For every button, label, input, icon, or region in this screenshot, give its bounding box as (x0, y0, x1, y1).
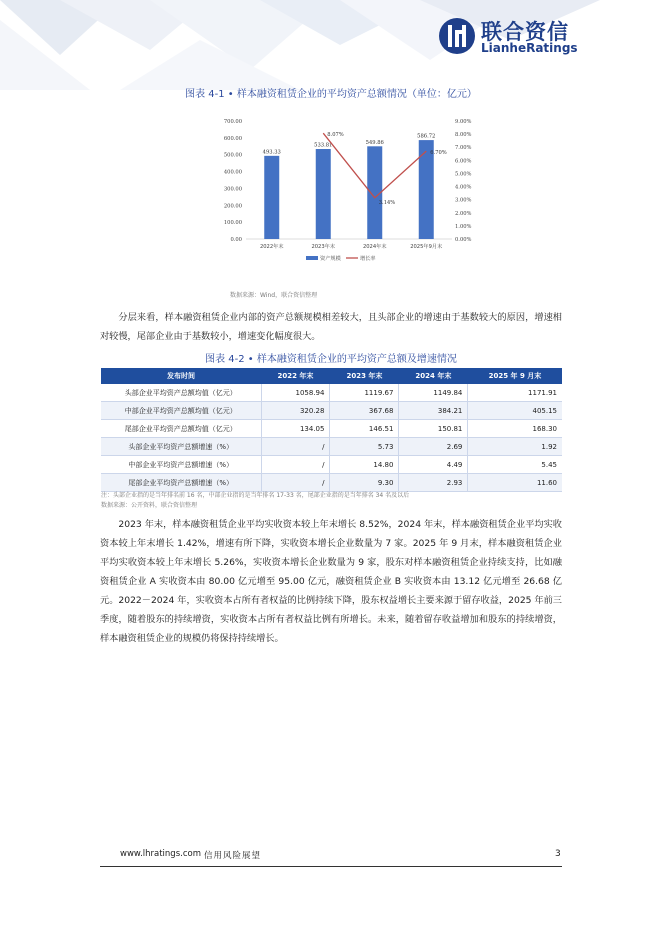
table-cell: 尾部企业平均资产总额均值（亿元） (101, 420, 261, 438)
x-tick-label: 2025年9月末 (410, 244, 443, 250)
table-source: 数据来源：公开资料，联合资信整理 (101, 502, 198, 509)
table-cell: 384.21 (399, 402, 468, 420)
bar-data-label: 549.86 (365, 139, 384, 146)
table-cell: 头部企业平均资产总额增速（%） (101, 438, 261, 456)
table-cell: 1149.84 (399, 384, 468, 402)
table-cell: / (261, 474, 330, 492)
figure1-caption: 图表 4-1 • 样本融资租赁企业的平均资产总额情况（单位：亿元） (185, 89, 477, 100)
table-cell: 1.92 (468, 438, 562, 456)
y-left-tick-label: 0.00 (230, 237, 242, 243)
y-left-tick-label: 700.00 (223, 119, 242, 125)
line-data-label: 8.07% (327, 132, 344, 139)
table-cell: 1119.67 (330, 384, 399, 402)
y-right-tick-label: 0.00% (455, 237, 472, 243)
table-cell: 头部企业平均资产总额均值（亿元） (101, 384, 261, 402)
paragraph-capital: 2023 年末，样本融资租赁企业平均实收资本较上年末增长 8.52%，2024 年末，样本融资租赁企业平均实收资本较上年末增长 1.42%，增速有所下降，实收资本增长企业数量为 7 家。2025 年 9 月末，样本融资租赁企业平均实收资本较上年末增长 5.26%，实收资本增长企业数量为 9 家，股东对样本融资租赁企业持续支持，比如融资租赁企业 A 实收资本由 80.00 亿元增至 95.00 亿元，融资租赁企业 B 实收资本由 13.12 亿元增至 26.68 亿元。2022－2024 年，实收资本占所有者权益的比例持续下降，股东权益增长主要来源于留存收益，2025 年前三季度，随着股东的持续增资，实收资本占所有者权益比例有所增长。未来，随着留存收益增加和股东的持续增资，样本融资租赁企业的规模仍将保持持续增长。 (100, 519, 562, 644)
table-row (101, 384, 562, 402)
table-cell: 尾部企业平均资产总额增速（%） (101, 474, 261, 492)
logo-text-en: LianheRatings (481, 41, 578, 55)
table-cell: 5.73 (330, 438, 399, 456)
table-cell: 中部企业平均资产总额均值（亿元） (101, 402, 261, 420)
y-right-tick-label: 7.00% (455, 145, 472, 152)
y-right-tick-label: 3.00% (455, 197, 472, 204)
x-tick-label: 2024年末 (362, 244, 387, 250)
table-cell: 134.05 (261, 420, 330, 438)
legend-swatch-bar (306, 256, 318, 260)
table-cell: 中部企业平均资产总额增速（%） (101, 456, 261, 474)
line-data-label: 6.70% (430, 150, 447, 157)
y-right-tick-label: 2.00% (455, 210, 472, 217)
table-cell: 1171.91 (468, 384, 562, 402)
table-header-row (101, 368, 562, 384)
bar (264, 156, 279, 239)
table-cell: 320.28 (261, 402, 330, 420)
bar-data-label: 586.72 (417, 133, 436, 140)
asset-chart (214, 113, 484, 273)
table-cell: 4.49 (399, 456, 468, 474)
y-right-tick-label: 5.00% (455, 171, 472, 178)
figure1-source: 数据来源：Wind，联合资信整理 (230, 292, 318, 299)
table-cell: 1058.94 (261, 384, 330, 402)
footer-tag: 信用风险展望 (204, 851, 262, 861)
table-cell: 9.30 (330, 474, 399, 492)
y-left-tick-label: 200.00 (223, 203, 242, 210)
lianhe-logo-icon (437, 16, 477, 56)
footer-url[interactable]: www.lhratings.com (120, 849, 201, 859)
y-right-tick-label: 6.00% (455, 158, 472, 165)
y-left-tick-label: 400.00 (223, 169, 242, 176)
table-cell: 11.60 (468, 474, 562, 492)
table-row (101, 402, 562, 420)
footer-divider (100, 866, 562, 867)
legend-label: 增长率 (360, 256, 376, 262)
table-cell: 2.69 (399, 438, 468, 456)
table-header: 2024 年末 (399, 368, 468, 384)
table-note: 注：头部企业指的是当年排名前 16 名，中部企业指的是当年排名 17-33 名，尾部企业指的是当年排名 34 名及以后 (101, 492, 410, 499)
table-cell: 168.30 (468, 420, 562, 438)
table-cell: 5.45 (468, 456, 562, 474)
table-row (101, 456, 562, 474)
table-header: 2025 年 9 月末 (468, 368, 562, 384)
table-row (101, 438, 562, 456)
table-cell: 367.68 (330, 402, 399, 420)
x-tick-label: 2022年末 (259, 244, 284, 250)
bar-data-label: 533.81 (314, 142, 333, 149)
y-left-tick-label: 300.00 (223, 186, 242, 193)
bar-data-label: 493.33 (262, 149, 281, 156)
y-right-tick-label: 1.00% (455, 223, 472, 230)
logo-text-cn: 联合资信 (481, 20, 569, 44)
company-logo (437, 16, 637, 60)
table-cell: / (261, 456, 330, 474)
table-cell: 405.15 (468, 402, 562, 420)
table-header: 发布时间 (101, 368, 261, 384)
table-caption: 图表 4-2 • 样本融资租赁企业的平均资产总额及增速情况 (205, 354, 457, 365)
table-cell: 14.80 (330, 456, 399, 474)
table-cell: / (261, 438, 330, 456)
y-left-tick-label: 100.00 (223, 220, 242, 227)
y-right-tick-label: 9.00% (455, 119, 472, 125)
table-row (101, 474, 562, 492)
legend-label: 资产规模 (320, 256, 341, 262)
y-left-tick-label: 500.00 (223, 152, 242, 159)
table-cell: 146.51 (330, 420, 399, 438)
table-cell: 150.81 (399, 420, 468, 438)
paragraph-layering: 分层来看，样本融资租赁企业内部的资产总额规模相差较大，且头部企业的增速由于基数较大的原因，增速相对较慢，尾部企业由于基数较小，增速变化幅度很大。 (100, 312, 562, 342)
bar (316, 149, 331, 239)
y-left-tick-label: 600.00 (223, 135, 242, 142)
page-number: 3 (555, 849, 561, 859)
table-row (101, 420, 562, 438)
x-tick-label: 2023年末 (311, 244, 336, 250)
asset-table (101, 368, 562, 492)
y-right-tick-label: 8.00% (455, 132, 472, 139)
line-data-label: 3.14% (378, 199, 396, 206)
table-header: 2023 年末 (330, 368, 399, 384)
y-right-tick-label: 4.00% (455, 184, 472, 191)
table-cell: 2.93 (399, 474, 468, 492)
table-header: 2022 年末 (261, 368, 330, 384)
